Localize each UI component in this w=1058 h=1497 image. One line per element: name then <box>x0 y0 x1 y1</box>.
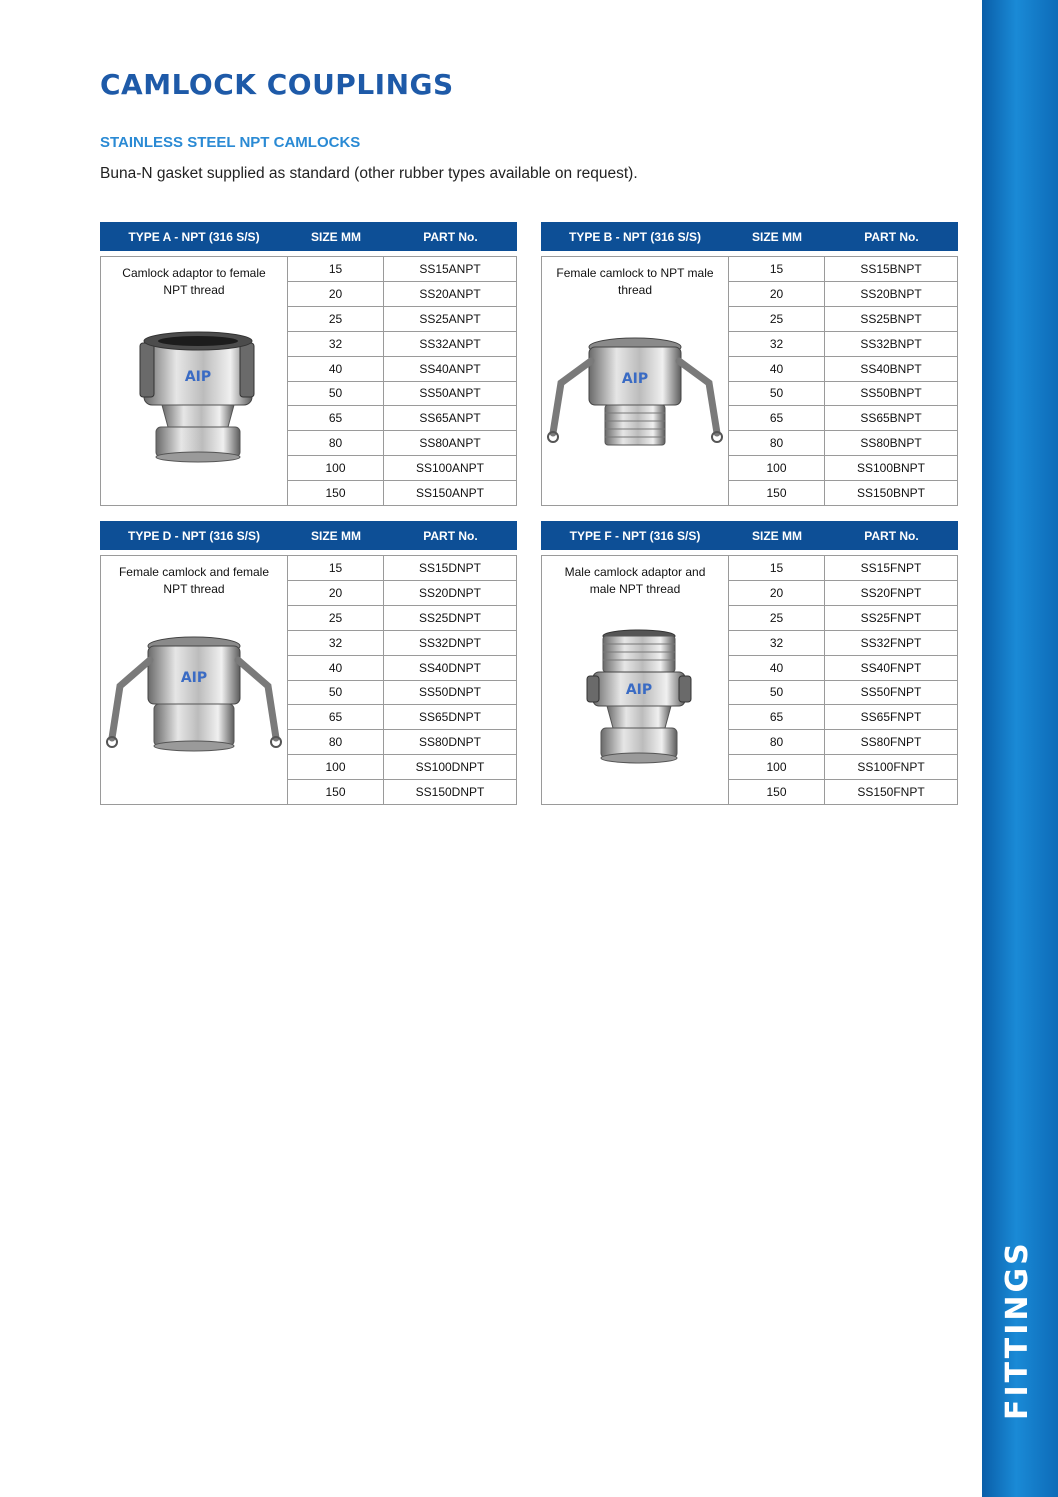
part-cell: SS80FNPT <box>860 735 922 750</box>
table-row <box>288 581 516 606</box>
coupling-type-a-image <box>106 325 282 495</box>
size-header: SIZE MM <box>752 229 802 244</box>
table-row <box>729 755 957 780</box>
size-cell: 32 <box>288 332 384 356</box>
table-row <box>729 681 957 706</box>
table-row <box>288 431 516 456</box>
table-row <box>288 456 516 481</box>
size-cell: 25 <box>729 606 825 630</box>
table-row <box>729 730 957 755</box>
table-row <box>729 606 957 631</box>
product-block-type-d <box>100 521 517 805</box>
part-cell: SS65ANPT <box>419 411 481 426</box>
size-cell: 150 <box>288 780 384 804</box>
size-cell: 100 <box>288 755 384 779</box>
part-cell: SS40BNPT <box>860 361 922 376</box>
part-cell: SS50BNPT <box>860 386 922 401</box>
size-cell: 80 <box>288 730 384 754</box>
size-cell: 40 <box>729 656 825 680</box>
table-row <box>288 755 516 780</box>
part-cell: SS32DNPT <box>418 635 482 650</box>
table-row <box>729 481 957 505</box>
part-cell: SS50DNPT <box>418 685 482 700</box>
table-row <box>729 382 957 407</box>
part-cell: SS32ANPT <box>419 336 481 351</box>
size-cell: 15 <box>288 556 384 580</box>
coupling-type-f-image <box>547 624 723 794</box>
table-row <box>288 357 516 382</box>
table-row <box>729 581 957 606</box>
part-cell: SS100DNPT <box>415 760 485 775</box>
size-cell: 65 <box>729 406 825 430</box>
size-cell: 50 <box>729 382 825 406</box>
part-cell: SS25DNPT <box>418 610 482 625</box>
size-cell: 15 <box>729 556 825 580</box>
table-row <box>288 730 516 755</box>
table-row <box>288 332 516 357</box>
table-row <box>729 257 957 282</box>
part-cell: SS32FNPT <box>860 635 922 650</box>
part-cell: SS65FNPT <box>860 710 922 725</box>
part-cell: SS25ANPT <box>419 311 481 326</box>
table-row <box>288 780 516 804</box>
aip-logo: AIP <box>180 670 208 686</box>
size-cell: 20 <box>729 581 825 605</box>
coupling-type-d-image <box>106 624 282 794</box>
part-cell: SS25FNPT <box>860 610 922 625</box>
size-cell: 32 <box>729 332 825 356</box>
part-cell: SS150FNPT <box>857 785 925 800</box>
part-cell: SS100FNPT <box>857 760 925 775</box>
size-cell: 65 <box>288 705 384 729</box>
part-cell: SS32BNPT <box>860 336 922 351</box>
part-cell: SS100ANPT <box>415 461 485 476</box>
part-cell: SS25BNPT <box>860 311 922 326</box>
size-header: SIZE MM <box>311 528 361 543</box>
size-cell: 32 <box>729 631 825 655</box>
part-cell: SS15BNPT <box>860 261 922 276</box>
part-cell: SS15DNPT <box>418 560 482 575</box>
size-cell: 150 <box>729 481 825 505</box>
product-description: Female camlock and female NPT thread <box>118 565 270 596</box>
size-cell: 20 <box>729 282 825 306</box>
table-header <box>541 521 958 550</box>
part-cell: SS150BNPT <box>856 486 926 501</box>
part-cell: SS40DNPT <box>418 660 482 675</box>
aip-logo: AIP <box>625 682 653 698</box>
table-row <box>729 556 957 581</box>
part-cell: SS40ANPT <box>419 361 481 376</box>
part-cell: SS100BNPT <box>856 461 926 476</box>
part-header: PART No. <box>864 528 919 543</box>
size-cell: 50 <box>288 681 384 705</box>
size-cell: 100 <box>288 456 384 480</box>
table-row <box>729 656 957 681</box>
size-cell: 15 <box>729 257 825 281</box>
part-cell: SS80DNPT <box>418 735 482 750</box>
size-cell: 20 <box>288 282 384 306</box>
table-row <box>288 631 516 656</box>
part-cell: SS20DNPT <box>418 585 482 600</box>
product-description: Female camlock to NPT male thread <box>556 266 714 297</box>
part-cell: SS15FNPT <box>860 560 922 575</box>
size-header: SIZE MM <box>752 528 802 543</box>
size-cell: 40 <box>288 357 384 381</box>
part-cell: SS20FNPT <box>860 585 922 600</box>
table-row <box>288 282 516 307</box>
part-cell: SS150DNPT <box>415 785 485 800</box>
size-cell: 100 <box>729 456 825 480</box>
table-row <box>288 606 516 631</box>
table-row <box>288 382 516 407</box>
product-block-type-f <box>541 521 958 805</box>
table-row <box>729 307 957 332</box>
size-cell: 150 <box>288 481 384 505</box>
table-row <box>729 332 957 357</box>
size-cell: 25 <box>288 307 384 331</box>
table-header <box>100 521 517 550</box>
table-row <box>729 631 957 656</box>
size-cell: 40 <box>288 656 384 680</box>
table-row <box>288 681 516 706</box>
table-row <box>729 357 957 382</box>
table-row <box>729 456 957 481</box>
page-title: CAMLOCK COUPLINGS <box>100 68 454 101</box>
part-header: PART No. <box>423 229 478 244</box>
size-cell: 20 <box>288 581 384 605</box>
size-cell: 100 <box>729 755 825 779</box>
size-cell: 80 <box>288 431 384 455</box>
part-cell: SS20ANPT <box>419 286 481 301</box>
table-row <box>288 656 516 681</box>
size-header: SIZE MM <box>311 229 361 244</box>
size-cell: 50 <box>288 382 384 406</box>
size-cell: 40 <box>729 357 825 381</box>
product-description: Male camlock adaptor and male NPT thread <box>564 565 706 596</box>
part-cell: SS65DNPT <box>418 710 482 725</box>
type-label: TYPE F - NPT (316 S/S) <box>569 528 701 543</box>
side-tab-label: FITTINGS <box>1000 1240 1035 1420</box>
section-subtitle: STAINLESS STEEL NPT CAMLOCKS <box>100 134 361 151</box>
coupling-type-b-image <box>547 325 723 495</box>
table-row <box>288 307 516 332</box>
size-cell: 32 <box>288 631 384 655</box>
product-block-type-b <box>541 222 958 506</box>
size-cell: 50 <box>729 681 825 705</box>
part-header: PART No. <box>864 229 919 244</box>
part-cell: SS150ANPT <box>415 486 485 501</box>
intro-text: Buna-N gasket supplied as standard (other rubber types available on request). <box>100 165 638 182</box>
table-row <box>729 705 957 730</box>
size-cell: 80 <box>729 730 825 754</box>
size-cell: 15 <box>288 257 384 281</box>
aip-logo: AIP <box>621 371 649 387</box>
product-block-type-a <box>100 222 517 506</box>
part-cell: SS15ANPT <box>419 261 481 276</box>
part-cell: SS40FNPT <box>860 660 922 675</box>
size-cell: 25 <box>729 307 825 331</box>
table-row <box>288 406 516 431</box>
table-row <box>729 282 957 307</box>
part-cell: SS20BNPT <box>860 286 922 301</box>
size-cell: 80 <box>729 431 825 455</box>
size-cell: 65 <box>729 705 825 729</box>
part-header: PART No. <box>423 528 478 543</box>
size-cell: 25 <box>288 606 384 630</box>
part-cell: SS50ANPT <box>419 386 481 401</box>
size-cell: 65 <box>288 406 384 430</box>
table-header <box>541 222 958 251</box>
part-cell: SS65BNPT <box>860 411 922 426</box>
table-row <box>288 705 516 730</box>
table-row <box>288 481 516 505</box>
type-label: TYPE D - NPT (316 S/S) <box>127 528 261 543</box>
type-label: TYPE A - NPT (316 S/S) <box>128 229 260 244</box>
table-header <box>100 222 517 251</box>
part-cell: SS80BNPT <box>860 436 922 451</box>
table-row <box>729 406 957 431</box>
table-row <box>288 556 516 581</box>
type-label: TYPE B - NPT (316 S/S) <box>568 229 702 244</box>
product-description: Camlock adaptor to female NPT thread <box>122 266 266 297</box>
table-row <box>729 780 957 804</box>
table-row <box>729 431 957 456</box>
aip-logo: AIP <box>184 369 212 385</box>
table-row <box>288 257 516 282</box>
size-cell: 150 <box>729 780 825 804</box>
part-cell: SS80ANPT <box>419 436 481 451</box>
part-cell: SS50FNPT <box>860 685 922 700</box>
